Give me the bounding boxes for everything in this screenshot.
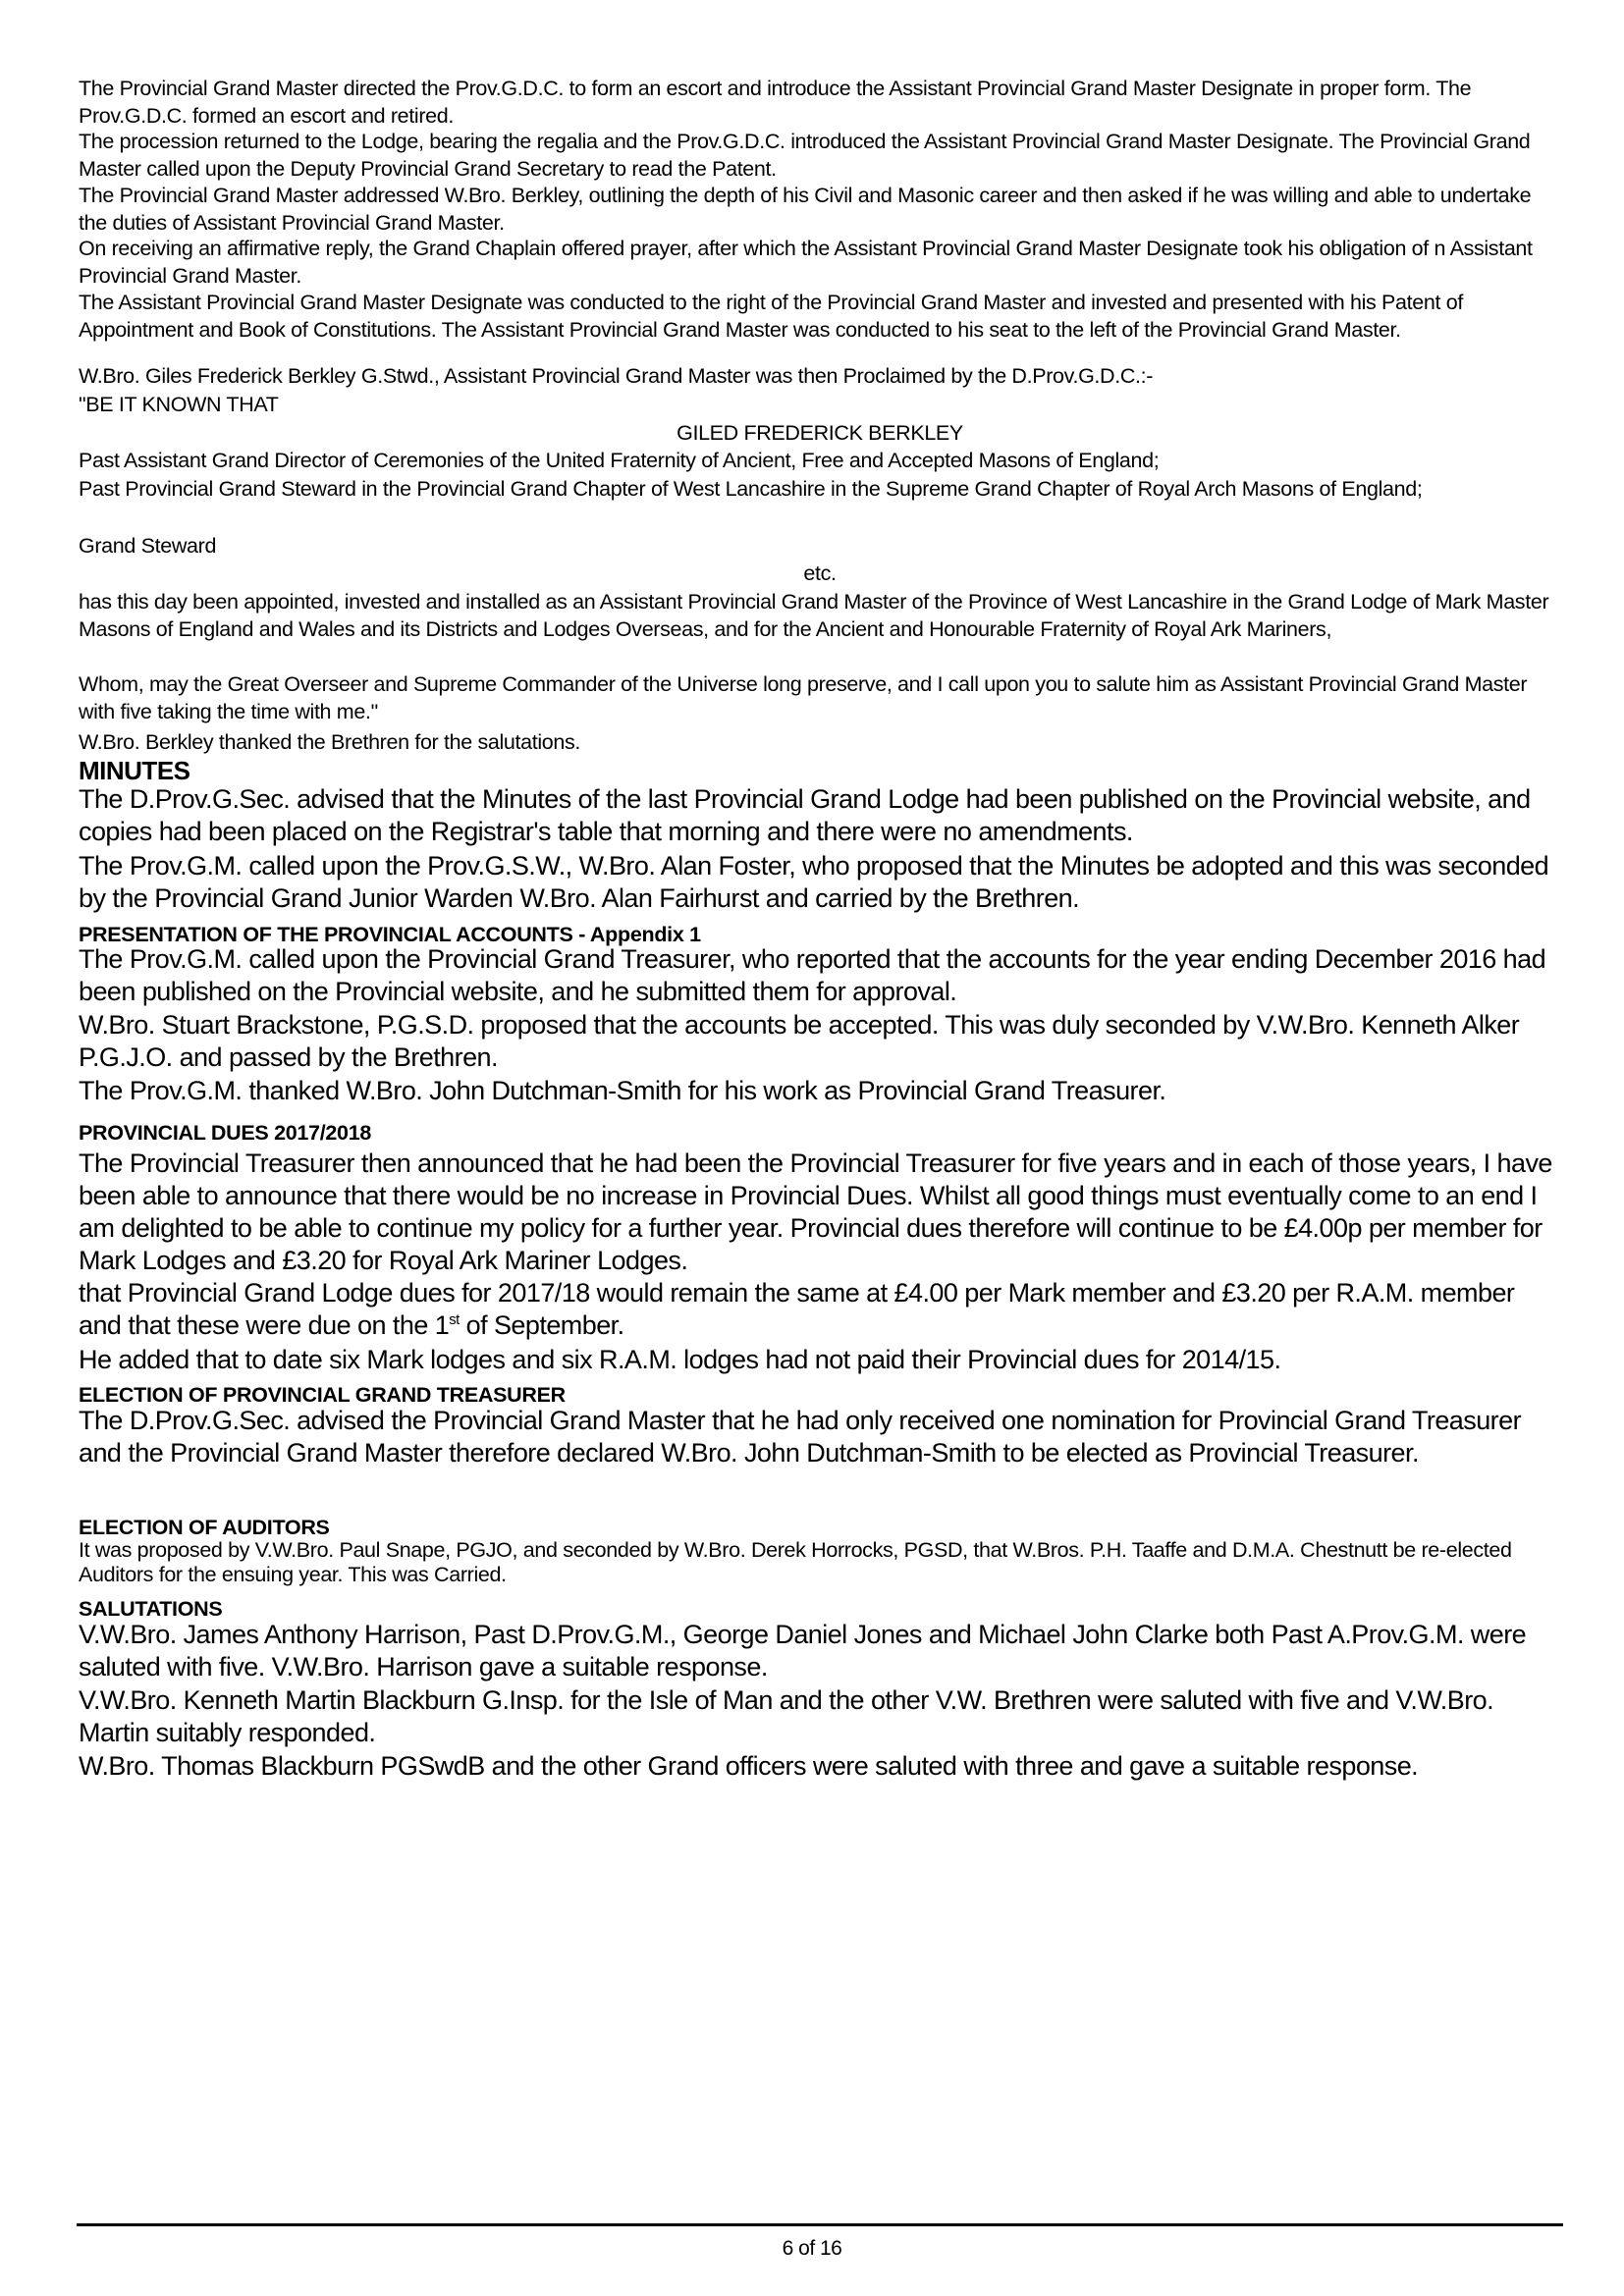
auditors-paragraph: It was proposed by V.W.Bro. Paul Snape, PGJO, and seconded by W.Bro. Derek Horrocks, PGSD, that W.Bros. P.H. Taaffe and D.M.A. Chestnutt be re-elected Auditors for the ensuing year. This was Carried. xyxy=(79,1538,1512,1586)
accounts-paragraph: The Prov.G.M. called upon the Provincial Grand Treasurer, who reported that the accounts for the year ending December 2016 had been published on the Provincial website, and he submitted them for approval. xyxy=(79,944,1546,1006)
footer-divider xyxy=(77,2223,1563,2226)
proclamation-body: has this day been appointed, invested and installed as an Assistant Provincial Grand Master of the Province of West Lancashire in the Grand Lodge of Mark Master Masons of England and Wales and its Districts and Lodges Overseas, and for the Ancient and Honourable Fraternity of Royal Ark Mariners, xyxy=(79,590,1549,641)
intro-paragraph: The procession returned to the Lodge, bearing the regalia and the Prov.G.D.C. introduced the Assistant Provincial Grand Master Designate. The Provincial Grand Master called upon the Deputy Provincial Grand Secretary to read the Patent. xyxy=(79,130,1531,181)
intro-paragraph: The Provincial Grand Master directed the Prov.G.D.C. to form an escort and introduce the Assistant Provincial Grand Master Designate in proper form. The Prov.G.D.C. formed an escort and retired. xyxy=(79,77,1472,128)
section-heading-minutes: MINUTES xyxy=(79,756,190,785)
dues-text: of September. xyxy=(459,1310,624,1340)
minutes-paragraph: The Prov.G.M. called upon the Prov.G.S.W., W.Bro. Alan Foster, who proposed that the Minutes be adopted and this was seconded by the Provincial Grand Junior Warden W.Bro. Alan Fairhurst and carried by the Brethren. xyxy=(79,851,1549,913)
proclamation-name: GILED FREDERICK BERKLEY xyxy=(677,421,963,445)
proclamation-title: Past Provincial Grand Steward in the Provincial Grand Chapter of West Lancashire in the Supreme Grand Chapter of Royal Arch Masons of England; xyxy=(79,477,1423,501)
accounts-paragraph: W.Bro. Stuart Brackstone, P.G.S.D. proposed that the accounts be accepted. This was duly seconded by V.W.Bro. Kenneth Alker P.G.J.O. and passed by the Brethren. xyxy=(79,1010,1520,1072)
proclamation-title: Grand Steward xyxy=(79,534,217,558)
proclamation-opening: "BE IT KNOWN THAT xyxy=(79,393,279,416)
section-heading-salutations: SALUTATIONS xyxy=(79,1597,223,1621)
salutations-paragraph: W.Bro. Thomas Blackburn PGSwdB and the other Grand officers were saluted with three and gave a suitable response. xyxy=(79,1751,1419,1781)
treasurer-paragraph: The D.Prov.G.Sec. advised the Provincial Grand Master that he had only received one nomination for Provincial Grand Treasurer and the Provincial Grand Master therefore declared W.Bro. John Dutchman-Smith to be elected as Provincial Treasurer. xyxy=(79,1406,1522,1468)
ordinal-suffix: st xyxy=(449,1312,460,1328)
minutes-paragraph: The D.Prov.G.Sec. advised that the Minutes of the last Provincial Grand Lodge had been published on the Provincial website, and copies had been placed on the Registrar's table that morning and there were no amendments. xyxy=(79,784,1531,846)
page-number: 6 of 16 xyxy=(782,2237,842,2260)
thanks-statement: W.Bro. Berkley thanked the Brethren for the salutations. xyxy=(79,730,581,754)
proclamation-title: Past Assistant Grand Director of Ceremonies of the United Fraternity of Ancient, Free and Accepted Masons of England; xyxy=(79,449,1160,472)
intro-paragraph: On receiving an affirmative reply, the Grand Chaplain offered prayer, after which the Assistant Provincial Grand Master Designate took his obligation of n Assistant Provincial Grand Master. xyxy=(79,237,1533,288)
proclaimed-statement: W.Bro. Giles Frederick Berkley G.Stwd., Assistant Provincial Grand Master was then Proclaimed by the D.Prov.G.D.C.:- xyxy=(79,364,1154,388)
dues-text: that Provincial Grand Lodge dues for 2017/18 would remain the same at £4.00 per Mark member and £3.20 per R.A.M. member and that these were due on the 1 xyxy=(79,1278,1515,1340)
intro-paragraph: The Assistant Provincial Grand Master Designate was conducted to the right of the Provincial Grand Master and invested and presented with his Patent of Appointment and Book of Constitutions. The Assistant Provincial Grand Master was conducted to his seat to the left of the Provincial Grand Master. xyxy=(79,291,1463,342)
section-heading-auditors: ELECTION OF AUDITORS xyxy=(79,1516,330,1539)
salutations-paragraph: V.W.Bro. James Anthony Harrison, Past D.Prov.G.M., George Daniel Jones and Michael John Clarke both Past A.Prov.G.M. were saluted with five. V.W.Bro. Harrison gave a suitable response. xyxy=(79,1620,1527,1682)
dues-paragraph: He added that to date six Mark lodges and six R.A.M. lodges had not paid their Provincial dues for 2014/15. xyxy=(79,1345,1281,1374)
intro-paragraph: The Provincial Grand Master addressed W.Bro. Berkley, outlining the depth of his Civil and Masonic career and then asked if he was willing and able to undertake the duties of Assistant Provincial Grand Master. xyxy=(79,184,1532,235)
section-heading-dues: PROVINCIAL DUES 2017/2018 xyxy=(79,1121,372,1145)
salutations-paragraph: V.W.Bro. Kenneth Martin Blackburn G.Insp. for the Isle of Man and the other V.W. Brethren were saluted with five and V.W.Bro. Martin suitably responded. xyxy=(79,1685,1494,1747)
dues-paragraph xyxy=(79,1277,1561,1342)
proclamation-closing: Whom, may the Great Overseer and Supreme Commander of the Universe long preserve, and I call upon you to salute him as Assistant Provincial Grand Master with five taking the time with me." xyxy=(79,672,1528,723)
proclamation-etc: etc. xyxy=(803,561,837,585)
dues-paragraph: The Provincial Treasurer then announced that he had been the Provincial Treasurer for five years and in each of those years, I have been able to announce that there would be no increase in Provincial Dues. Whilst all good things must eventually come to an end I am delighted to be able to continue my policy for a further year. Provincial dues therefore will continue to be £4.00p per member for Mark Lodges and £3.20 for Royal Ark Mariner Lodges. xyxy=(79,1148,1552,1275)
accounts-paragraph: The Prov.G.M. thanked W.Bro. John Dutchman-Smith for his work as Provincial Grand Treasurer. xyxy=(79,1076,1166,1105)
section-heading-accounts: PRESENTATION OF THE PROVINCIAL ACCOUNTS - Appendix 1 xyxy=(79,923,701,946)
section-heading-treasurer: ELECTION OF PROVINCIAL GRAND TREASURER xyxy=(79,1383,566,1407)
